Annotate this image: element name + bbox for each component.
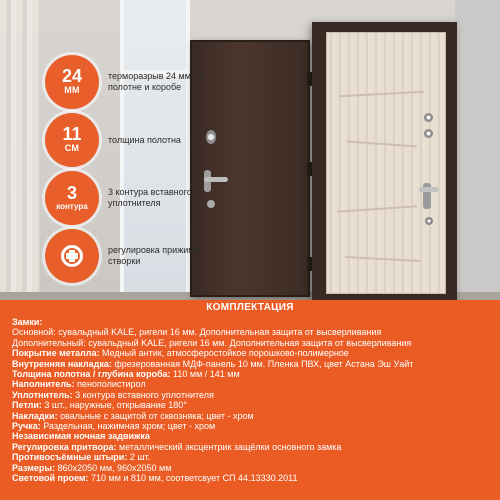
spec-line	[12, 359, 488, 369]
spec-label: Независимая ночная задвижка	[12, 431, 150, 442]
feature-text: терморазрыв 24 мм на полотне и коробе	[108, 71, 204, 92]
badge-unit: контура	[56, 201, 88, 211]
curtain	[0, 0, 40, 300]
lock-cylinder-icon	[425, 217, 433, 225]
spec-label: Противосъёмные штыри:	[12, 452, 128, 463]
spec-line	[12, 473, 488, 483]
spec-value: 3 контура вставного уплотнителя	[72, 389, 214, 400]
spec-value: пенополистирол	[74, 379, 146, 390]
feature-badge	[45, 229, 99, 283]
adjust-icon	[61, 245, 83, 267]
badge-unit: СМ	[64, 143, 80, 153]
feature-thickness	[45, 113, 205, 173]
spec-value: 710 мм и 810 мм, соответсвует СП 44.13330.2011	[88, 473, 298, 484]
spec-label: Толщина полотна / глубина короба:	[12, 369, 171, 380]
panel-groove	[337, 205, 417, 213]
feature-badge	[45, 113, 99, 167]
spec-label: Уплотнитель:	[12, 389, 73, 400]
spec-value: 110 мм / 141 мм	[170, 369, 240, 380]
door-interior-panel	[326, 32, 446, 294]
spec-line: Дополнительный: сувальдный KALE, ригели 16 мм. Дополнительная защита от высверливания	[12, 337, 412, 348]
spec-label: Ручка:	[12, 421, 41, 432]
spec-line	[12, 452, 488, 462]
panel-groove	[347, 141, 417, 148]
spec-label: Накладки:	[12, 410, 58, 421]
spec-line	[12, 431, 488, 441]
lock-cylinder-icon	[424, 113, 433, 122]
spec-label: Петли:	[12, 400, 42, 411]
spec-line	[12, 411, 488, 421]
spec-line	[12, 442, 488, 452]
spec-line	[12, 379, 488, 389]
badge-unit: ММ	[64, 85, 80, 95]
spec-value: 860х2050 мм, 960х2050 мм	[55, 462, 172, 473]
badge-number: 24	[61, 66, 83, 86]
spec-line	[12, 369, 488, 379]
spec-value: Раздельная, нажимная хром; цвет - хром	[40, 421, 216, 432]
spec-label: Регулировка притвора:	[12, 441, 117, 452]
spec-panel	[0, 300, 500, 500]
feature-badge	[45, 171, 99, 225]
spec-line: Основной: сувальдный KALE, ригели 16 мм. Дополнительная защита от высверливания	[12, 327, 382, 338]
feature-text: регулировка прижима створки	[108, 245, 200, 266]
spec-label: Покрытие металла:	[12, 348, 100, 359]
spec-value: металлический эксцентрик защёлки основного замка	[116, 441, 342, 452]
spec-title: КОМПЛЕКТАЦИЯ	[206, 302, 294, 313]
spec-value: фрезерованная МДФ-панель 10 мм. Пленка ПВХ, цвет Астана Эш Уайт	[111, 358, 414, 369]
panel-groove	[345, 256, 420, 262]
spec-line	[12, 317, 488, 327]
wall	[455, 0, 500, 300]
feature-text: толщина полотна	[108, 134, 181, 145]
door-handle-icon	[419, 187, 439, 192]
badge-number: 3	[66, 182, 77, 203]
spec-label: Размеры:	[12, 462, 56, 473]
spec-value: овальные с защитой от сквозняка; цвет - хром	[57, 410, 254, 421]
spec-label: Внутренняя накладка:	[12, 358, 112, 369]
feature-text: 3 контура вставного уплотнителя	[108, 187, 192, 208]
panel-groove	[339, 91, 424, 97]
spec-line	[12, 463, 488, 473]
spec-value: Медный антик, атмосферостойкое порошково-полимерное	[99, 348, 349, 359]
spec-line	[12, 421, 488, 431]
spec-value: 2 шт.	[127, 452, 151, 463]
feature-thermal-break	[45, 55, 205, 115]
lock-cylinder-icon	[424, 129, 433, 138]
spec-label: Замки:	[12, 317, 43, 327]
badge-number: 11	[62, 124, 82, 144]
spec-line	[12, 348, 488, 358]
feature-badge	[45, 55, 99, 109]
feature-adjustment	[45, 229, 205, 289]
spec-line	[12, 390, 488, 400]
feature-seals	[45, 171, 205, 231]
spec-value: 3 шт., наружные, открывание 180°	[41, 400, 187, 411]
spec-label: Световой проем:	[12, 473, 89, 484]
spec-line	[12, 400, 488, 410]
spec-label: Наполнитель:	[12, 379, 75, 390]
